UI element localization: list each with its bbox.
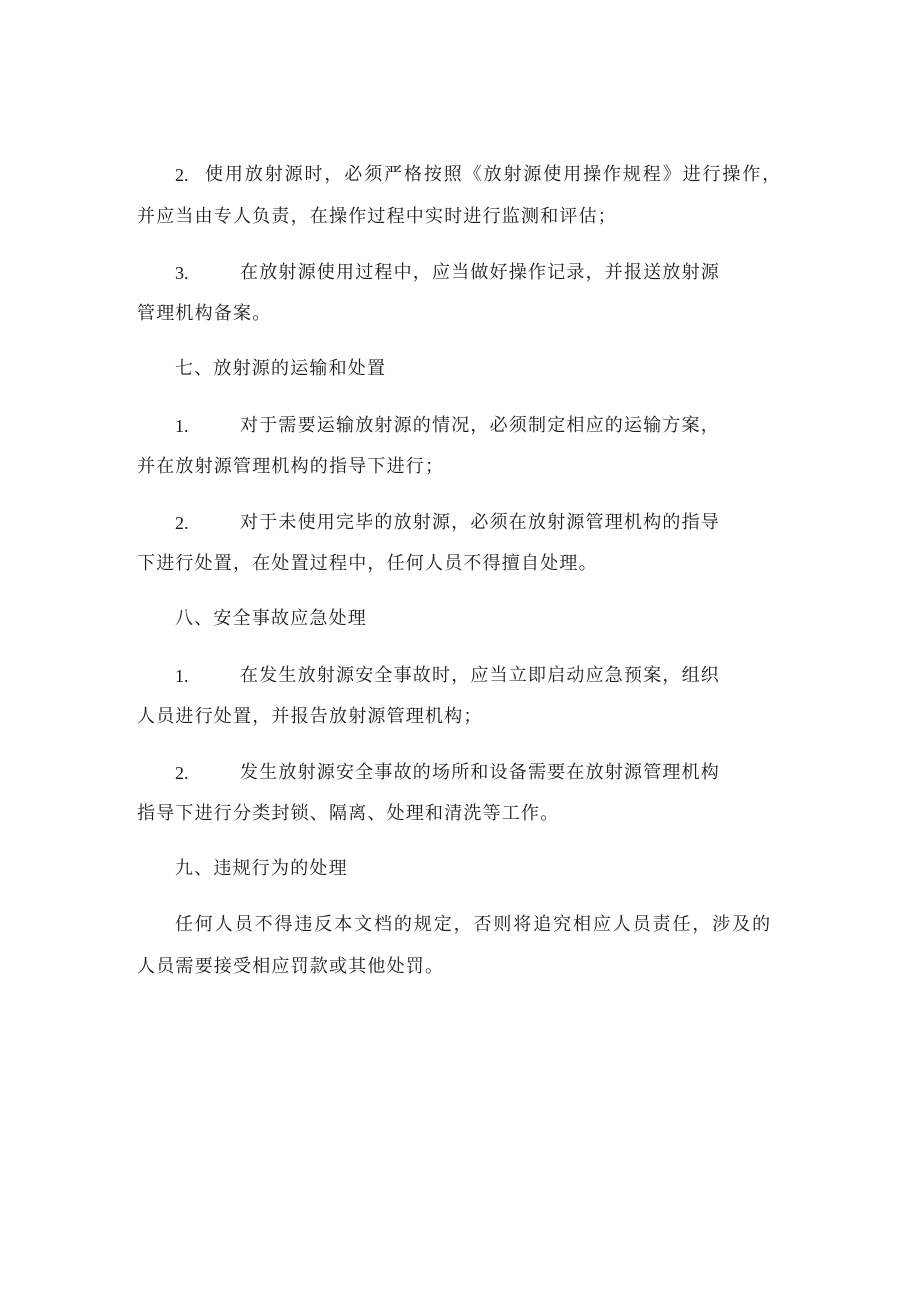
section-heading: 九、违规行为的处理 <box>175 858 348 879</box>
paragraph-line: 在放射源使用过程中，应当做好操作记录，并报送放射源 <box>240 262 720 283</box>
paragraph-line: 使用放射源时，必须严格按照《放射源使用操作规程》进行操作， <box>205 164 783 185</box>
paragraph-line: 并应当由专人负责，在操作过程中实时进行监测和评估； <box>137 206 617 227</box>
paragraph-line: 发生放射源安全事故的场所和设备需要在放射源管理机构 <box>240 762 720 783</box>
list-number: 2. <box>175 513 189 533</box>
section-heading: 八、安全事故应急处理 <box>175 608 367 629</box>
list-number: 3. <box>175 263 189 283</box>
list-number: 1. <box>175 666 189 686</box>
list-number: 2. <box>175 165 189 185</box>
list-number: 1. <box>175 416 189 436</box>
paragraph-line: 人员需要接受相应罚款或其他处罚。 <box>137 956 445 977</box>
section-heading: 七、放射源的运输和处置 <box>175 358 387 379</box>
paragraph-line: 在发生放射源安全事故时，应当立即启动应急预案，组织 <box>240 665 720 686</box>
paragraph-line: 指导下进行分类封锁、隔离、处理和清洗等工作。 <box>137 803 560 824</box>
paragraph-line: 对于未使用完毕的放射源，必须在放射源管理机构的指导 <box>240 512 720 533</box>
paragraph-line: 任何人员不得违反本文档的规定，否则将追究相应人员责任，涉及的 <box>175 914 772 935</box>
paragraph-line: 下进行处置，在处置过程中，任何人员不得擅自处理。 <box>137 553 598 574</box>
paragraph-line: 管理机构备案。 <box>137 303 272 324</box>
list-number: 2. <box>175 763 189 783</box>
paragraph-line: 并在放射源管理机构的指导下进行； <box>137 456 445 477</box>
paragraph-line: 人员进行处置，并报告放射源管理机构； <box>137 706 483 727</box>
paragraph-line: 对于需要运输放射源的情况，必须制定相应的运输方案， <box>240 415 720 436</box>
